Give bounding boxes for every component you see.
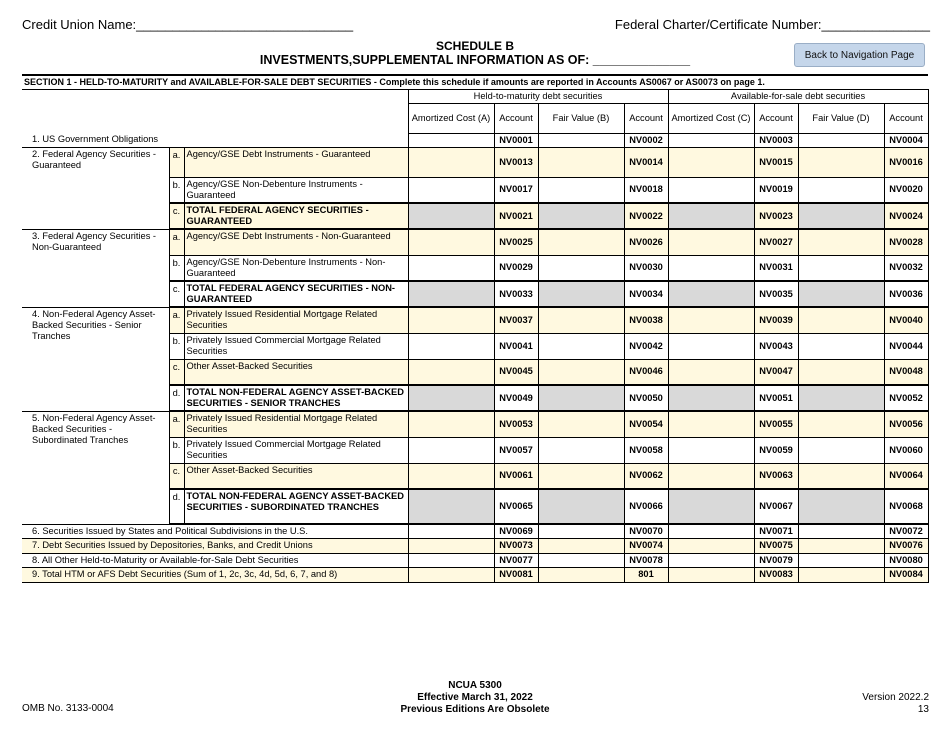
sub-label: TOTAL NON-FEDERAL AGENCY ASSET-BACKED SECURITIES - SUBORDINATED TRANCHES [184, 489, 408, 524]
sub-letter: d. [169, 385, 184, 411]
sub-label: Privately Issued Residential Mortgage Related Securities [184, 307, 408, 333]
amount-input[interactable] [668, 307, 754, 333]
account-code: NV0045 [494, 359, 538, 385]
row-label: 9. Total HTM or AFS Debt Securities (Sum of 1, 2c, 3c, 4d, 5d, 6, 7, and 8) [22, 568, 408, 583]
amount-input[interactable] [668, 177, 754, 203]
account-code: NV0036 [884, 281, 928, 307]
amount-input[interactable] [408, 359, 494, 385]
account-code: NV0068 [884, 489, 928, 524]
account-code: NV0053 [494, 411, 538, 437]
account-code: 801 [624, 568, 668, 583]
account-code: NV0072 [884, 524, 928, 539]
account-code: NV0043 [754, 333, 798, 359]
amount-input[interactable] [668, 229, 754, 255]
account-code: NV0075 [754, 539, 798, 554]
obsolete-note: Previous Editions Are Obsolete [400, 704, 550, 715]
account-code: NV0004 [884, 133, 928, 147]
amount-input[interactable] [798, 177, 884, 203]
account-code: NV0069 [494, 524, 538, 539]
amount-input[interactable] [798, 437, 884, 463]
amount-input [668, 281, 754, 307]
amount-input[interactable] [798, 229, 884, 255]
col-account: Account [884, 103, 928, 133]
account-code: NV0083 [754, 568, 798, 583]
table-row [22, 133, 928, 147]
amount-input[interactable] [668, 553, 754, 568]
amount-input[interactable] [798, 147, 884, 177]
amount-input[interactable] [798, 411, 884, 437]
amount-input[interactable] [798, 524, 884, 539]
sub-letter: d. [169, 489, 184, 524]
account-code: NV0060 [884, 437, 928, 463]
table-row [22, 524, 928, 539]
col-fair-value-d: Fair Value (D) [798, 103, 884, 133]
amount-input[interactable] [798, 333, 884, 359]
amount-input[interactable] [668, 437, 754, 463]
sub-label: Other Asset-Backed Securities [184, 359, 408, 385]
amount-input[interactable] [538, 524, 624, 539]
amount-input[interactable] [408, 539, 494, 554]
account-code: NV0076 [884, 539, 928, 554]
sub-letter: a. [169, 147, 184, 177]
form-number: NCUA 5300 [448, 680, 502, 691]
amount-input [668, 203, 754, 229]
amount-input[interactable] [668, 524, 754, 539]
amount-input [538, 281, 624, 307]
amount-input[interactable] [668, 133, 754, 147]
account-code: NV0070 [624, 524, 668, 539]
amount-input [538, 385, 624, 411]
sub-letter: c. [169, 463, 184, 489]
row-label: 5. Non-Federal Agency Asset-Backed Securities - Subordinated Tranches [22, 411, 169, 524]
sub-label: TOTAL NON-FEDERAL AGENCY ASSET-BACKED SECURITIES - SENIOR TRANCHES [184, 385, 408, 411]
col-amortized-cost-a: Amortized Cost (A) [408, 103, 494, 133]
sub-letter: b. [169, 177, 184, 203]
amount-input [668, 489, 754, 524]
account-code: NV0062 [624, 463, 668, 489]
account-code: NV0067 [754, 489, 798, 524]
amount-input[interactable] [798, 359, 884, 385]
row-label: 1. US Government Obligations [32, 134, 159, 144]
amount-input[interactable] [538, 133, 624, 147]
table-row [22, 411, 928, 437]
account-code: NV0001 [494, 133, 538, 147]
account-code: NV0025 [494, 229, 538, 255]
col-account: Account [754, 103, 798, 133]
account-code: NV0066 [624, 489, 668, 524]
account-code: NV0030 [624, 255, 668, 281]
amount-input[interactable] [798, 568, 884, 583]
account-code: NV0039 [754, 307, 798, 333]
row-label: 3. Federal Agency Securities - Non-Guaranteed [22, 229, 169, 307]
amount-input[interactable] [798, 463, 884, 489]
amount-input[interactable] [798, 539, 884, 554]
amount-input[interactable] [538, 359, 624, 385]
account-code: NV0028 [884, 229, 928, 255]
account-code: NV0059 [754, 437, 798, 463]
sub-label: Agency/GSE Debt Instruments - Non-Guaranteed [184, 229, 408, 255]
row-label: 8. All Other Held-to-Maturity or Available-for-Sale Debt Securities [22, 553, 408, 568]
sub-letter: c. [169, 359, 184, 385]
amount-input[interactable] [408, 229, 494, 255]
amount-input[interactable] [668, 539, 754, 554]
sub-label: TOTAL FEDERAL AGENCY SECURITIES - NON-GUARANTEED [184, 281, 408, 307]
account-code: NV0050 [624, 385, 668, 411]
amount-input[interactable] [668, 568, 754, 583]
account-code: NV0063 [754, 463, 798, 489]
account-code: NV0013 [494, 147, 538, 177]
table-row [22, 229, 928, 255]
account-code: NV0046 [624, 359, 668, 385]
amount-input[interactable] [408, 411, 494, 437]
amount-input[interactable] [538, 463, 624, 489]
account-code: NV0026 [624, 229, 668, 255]
schedule-title: SCHEDULE B [435, 39, 514, 53]
row-label: 7. Debt Securities Issued by Depositories, Banks, and Credit Unions [22, 539, 408, 554]
account-code: NV0077 [494, 553, 538, 568]
amount-input [408, 489, 494, 524]
back-to-navigation-button[interactable]: Back to Navigation Page [794, 43, 925, 67]
account-code: NV0064 [884, 463, 928, 489]
account-code: NV0080 [884, 553, 928, 568]
charter-number-field: Federal Charter/Certificate Number:_______________ [614, 17, 930, 32]
account-code: NV0065 [494, 489, 538, 524]
account-code: NV0002 [624, 133, 668, 147]
amount-input[interactable] [798, 133, 884, 147]
amount-input[interactable] [538, 307, 624, 333]
amount-input[interactable] [538, 437, 624, 463]
amount-input[interactable] [538, 553, 624, 568]
account-code: NV0054 [624, 411, 668, 437]
account-code: NV0056 [884, 411, 928, 437]
amount-input[interactable] [798, 553, 884, 568]
row-label: 6. Securities Issued by States and Political Subdivisions in the U.S. [22, 524, 408, 539]
account-code: NV0051 [754, 385, 798, 411]
account-code: NV0084 [884, 568, 928, 583]
account-code: NV0031 [754, 255, 798, 281]
account-code: NV0020 [884, 177, 928, 203]
amount-input [408, 385, 494, 411]
credit-union-name-field: Credit Union Name:______________________________ [22, 17, 354, 32]
amount-input[interactable] [538, 255, 624, 281]
sub-letter: c. [169, 281, 184, 307]
account-code: NV0040 [884, 307, 928, 333]
amount-input[interactable] [538, 539, 624, 554]
sub-label: Other Asset-Backed Securities [184, 463, 408, 489]
amount-input[interactable] [538, 229, 624, 255]
amount-input[interactable] [408, 553, 494, 568]
sub-letter: a. [169, 307, 184, 333]
account-code: NV0057 [494, 437, 538, 463]
amount-input[interactable] [538, 333, 624, 359]
account-code: NV0073 [494, 539, 538, 554]
table-row [22, 147, 928, 177]
account-code: NV0038 [624, 307, 668, 333]
amount-input [538, 489, 624, 524]
amount-input[interactable] [408, 524, 494, 539]
amount-input[interactable] [798, 255, 884, 281]
amount-input[interactable] [408, 133, 494, 147]
amount-input [798, 385, 884, 411]
sub-letter: b. [169, 333, 184, 359]
account-code: NV0052 [884, 385, 928, 411]
account-code: NV0014 [624, 147, 668, 177]
account-code: NV0017 [494, 177, 538, 203]
amount-input [538, 203, 624, 229]
account-code: NV0015 [754, 147, 798, 177]
amount-input[interactable] [408, 463, 494, 489]
sub-label: Privately Issued Residential Mortgage Related Securities [184, 411, 408, 437]
amount-input[interactable] [538, 568, 624, 583]
schedule-subtitle: INVESTMENTS,SUPPLEMENTAL INFORMATION AS OF: ______________ [259, 53, 691, 67]
account-code: NV0042 [624, 333, 668, 359]
col-account: Account [624, 103, 668, 133]
sub-label: Agency/GSE Debt Instruments - Guaranteed [184, 147, 408, 177]
amount-input[interactable] [408, 568, 494, 583]
page-number: 13 [917, 704, 929, 715]
amount-input [798, 281, 884, 307]
sub-letter: a. [169, 411, 184, 437]
amount-input [798, 203, 884, 229]
amount-input[interactable] [408, 255, 494, 281]
row-label: 4. Non-Federal Agency Asset-Backed Securities - Senior Tranches [22, 307, 169, 411]
account-code: NV0022 [624, 203, 668, 229]
account-code: NV0047 [754, 359, 798, 385]
col-account: Account [494, 103, 538, 133]
table-row [22, 539, 928, 554]
account-code: NV0041 [494, 333, 538, 359]
amount-input[interactable] [668, 333, 754, 359]
afs-group-header: Available-for-sale debt securities [668, 89, 928, 103]
account-code: NV0078 [624, 553, 668, 568]
account-code: NV0044 [884, 333, 928, 359]
table-row [22, 553, 928, 568]
amount-input [798, 489, 884, 524]
amount-input[interactable] [538, 177, 624, 203]
amount-input[interactable] [668, 463, 754, 489]
account-code: NV0048 [884, 359, 928, 385]
account-code: NV0049 [494, 385, 538, 411]
amount-input [408, 281, 494, 307]
amount-input[interactable] [408, 437, 494, 463]
sub-label: Privately Issued Commercial Mortgage Related Securities [184, 333, 408, 359]
account-code: NV0003 [754, 133, 798, 147]
sub-label: Agency/GSE Non-Debenture Instruments - Non-Guaranteed [184, 255, 408, 281]
account-code: NV0071 [754, 524, 798, 539]
col-amortized-cost-c: Amortized Cost (C) [668, 103, 754, 133]
account-code: NV0023 [754, 203, 798, 229]
row-label: 2. Federal Agency Securities - Guaranteed [22, 147, 169, 229]
amount-input[interactable] [668, 147, 754, 177]
version-number: Version 2022.2 [862, 692, 929, 703]
account-code: NV0079 [754, 553, 798, 568]
footer-version [862, 692, 929, 716]
amount-input[interactable] [668, 255, 754, 281]
account-code: NV0021 [494, 203, 538, 229]
effective-date: Effective March 31, 2022 [417, 692, 533, 703]
account-code: NV0018 [624, 177, 668, 203]
section-heading: SECTION 1 - HELD-TO-MATURITY and AVAILABLE-FOR-SALE DEBT SECURITIES - Complete this schedule if amounts are reported in Accounts AS0067 or AS0073 on page 1. [22, 75, 928, 89]
account-code: NV0037 [494, 307, 538, 333]
sub-letter: b. [169, 255, 184, 281]
amount-input [408, 203, 494, 229]
amount-input[interactable] [538, 411, 624, 437]
account-code: NV0055 [754, 411, 798, 437]
debt-securities-table [22, 74, 929, 583]
sub-letter: c. [169, 203, 184, 229]
account-code: NV0019 [754, 177, 798, 203]
col-fair-value-b: Fair Value (B) [538, 103, 624, 133]
amount-input[interactable] [668, 359, 754, 385]
account-code: NV0034 [624, 281, 668, 307]
amount-input[interactable] [668, 411, 754, 437]
account-code: NV0032 [884, 255, 928, 281]
amount-input[interactable] [408, 333, 494, 359]
account-code: NV0081 [494, 568, 538, 583]
account-code: NV0024 [884, 203, 928, 229]
account-code: NV0035 [754, 281, 798, 307]
sub-letter: b. [169, 437, 184, 463]
account-code: NV0027 [754, 229, 798, 255]
amount-input[interactable] [408, 147, 494, 177]
sub-label: Privately Issued Commercial Mortgage Related Securities [184, 437, 408, 463]
sub-label: Agency/GSE Non-Debenture Instruments - Guaranteed [184, 177, 408, 203]
amount-input[interactable] [538, 147, 624, 177]
account-code: NV0016 [884, 147, 928, 177]
amount-input[interactable] [798, 307, 884, 333]
sub-label: TOTAL FEDERAL AGENCY SECURITIES - GUARANTEED [184, 203, 408, 229]
amount-input[interactable] [408, 177, 494, 203]
htm-group-header: Held-to-maturity debt securities [408, 89, 668, 103]
amount-input [668, 385, 754, 411]
table-row [22, 568, 928, 583]
account-code: NV0033 [494, 281, 538, 307]
table-row [22, 307, 928, 333]
amount-input[interactable] [408, 307, 494, 333]
footer-center [0, 680, 950, 716]
omb-number: OMB No. 3133-0004 [22, 703, 114, 714]
sub-letter: a. [169, 229, 184, 255]
account-code: NV0058 [624, 437, 668, 463]
account-code: NV0029 [494, 255, 538, 281]
account-code: NV0061 [494, 463, 538, 489]
account-code: NV0074 [624, 539, 668, 554]
